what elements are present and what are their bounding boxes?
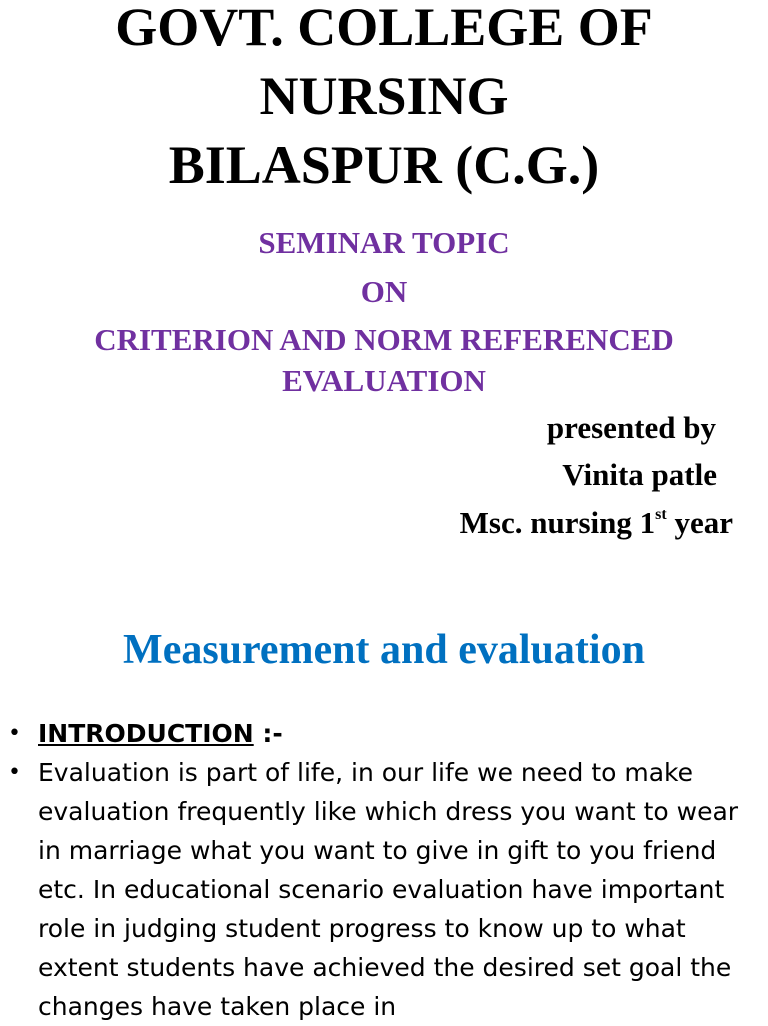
bullet-item-introduction — [0, 714, 768, 753]
introduction-label: INTRODUCTION — [38, 719, 254, 748]
bullet-item-paragraph — [0, 753, 768, 1026]
seminar-on: ON — [360, 274, 408, 309]
presenter-course-ordinal: st — [655, 506, 667, 523]
presenter-course-suffix: year — [666, 505, 733, 540]
college-title-line-2: NURSING — [259, 66, 509, 126]
bullet-dot-icon: • — [8, 721, 21, 746]
presenter-course — [460, 503, 733, 543]
college-title — [0, 0, 768, 200]
college-title-line-3: BILASPUR (C.G.) — [168, 135, 600, 195]
section-heading: Measurement and evaluation — [123, 627, 645, 673]
presented-by-label: presented by — [546, 410, 716, 445]
introduction-suffix: :- — [253, 719, 283, 748]
college-title-line-1: GOVT. COLLEGE OF — [115, 0, 653, 57]
presenter-name: Vinita patle — [562, 457, 717, 492]
seminar-topic: CRITERION AND NORM REFERENCED EVALUATION — [94, 322, 674, 398]
introduction-paragraph: Evaluation is part of life, in our life we need to make evaluation frequently like which dress you want to wear in marriage what you want to give in gift to you friend etc. In educational scenario evaluation have important role in judging student progress to know up to what extent students have achieved the desired set goal the changes have taken place in — [38, 758, 739, 1021]
bullet-dot-icon: • — [8, 760, 21, 785]
seminar-label: SEMINAR TOPIC — [258, 225, 510, 260]
presenter-course-prefix: Msc. nursing 1 — [459, 505, 656, 540]
bullet-list — [0, 714, 768, 1026]
